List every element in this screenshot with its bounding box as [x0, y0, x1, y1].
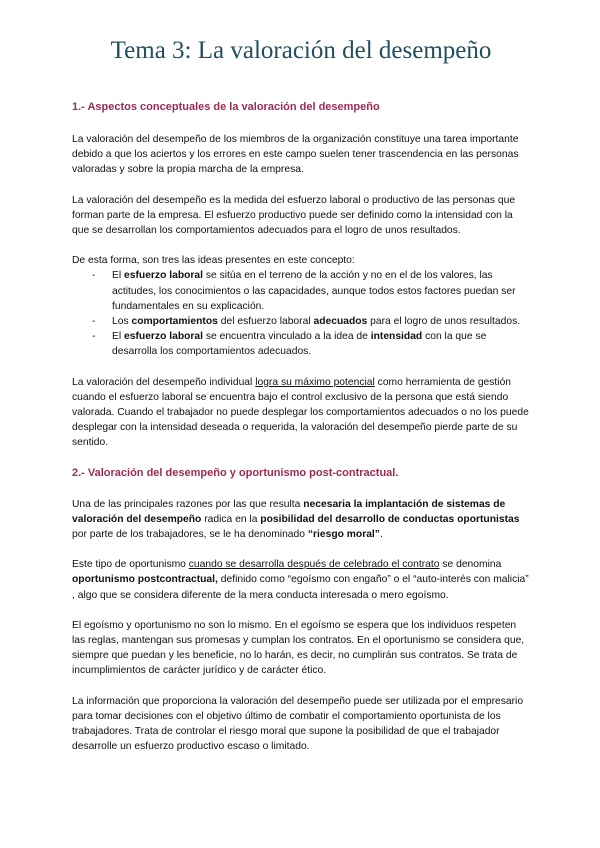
section-1-paragraph-2: La valoración del desempeño es la medida del esfuerzo laboral o productivo de las personas que forman parte de la empresa. El esfuerzo productivo puede ser definido como la intensidad con la que se desarrollan los comportamientos adecuados para el logro de unos resultados.	[72, 194, 516, 237]
section-1-paragraph-1: La valoración del desempeño de los miembros de la organización constituye una tarea importante debido a que los aciertos y los errores en este campo suelen tener trascendencia en las personas valoradas y sobre la propia marcha de la empresa.	[72, 134, 519, 176]
section-1-paragraph-4: La valoración del desempeño individual logra su máximo potencial como herramienta de gestión cuando el esfuerzo laboral se encuentra bajo el control exclusivo de la persona que está siendo valorada. Cuando el trabajador no puede desplegar los comportamientos adecuados o no los puede desplegar con la intensidad deseada o requerida, la valoración del desempeño pierde parte de su sentido.	[72, 376, 529, 449]
section-1-paragraph-3: De esta forma, son tres las ideas presentes en este concepto:	[72, 255, 355, 267]
concept-ideas-list	[72, 268, 530, 359]
section-2-paragraph-2: Este tipo de oportunismo cuando se desarrolla después de celebrado el contrato se denomina oportunismo postcontractual, definido como “egoísmo con engaño” o el “auto-interés con malicia” , algo que se considera diferente de la mera conducta interesada o mero egoísmo.	[72, 559, 529, 601]
list-item: - El esfuerzo laboral se encuentra vinculado a la idea de intensidad con la que se desarrolla los comportamientos adecuados.	[92, 329, 530, 359]
section-2-paragraph-3: El egoísmo y oportunismo no son lo mismo. En el egoísmo se espera que los individuos respeten las reglas, mantengan sus promesas y cumplan los contratos. En el oportunismo se considera que, siempre que puedan y les beneficie, no lo harán, es decir, no cumplirán sus contratos. Se trata de incumplimientos de carácter jurídico y de carácter ético.	[72, 619, 525, 677]
list-item: - El esfuerzo laboral se sitúa en el terreno de la acción y no en el de los valores, las actitudes, los conocimientos o las capacidades, aunque todos estos factores puedan ser fundamentales en su explicación.	[92, 268, 530, 314]
list-item: - Los comportamientos del esfuerzo laboral adecuados para el logro de unos resultados.	[92, 314, 530, 329]
section-2-heading: 2.- Valoración del desempeño y oportunismo post-contractual.	[72, 466, 399, 479]
page-title: Tema 3: La valoración del desempeño	[110, 37, 492, 64]
section-2-paragraph-4: La información que proporciona la valoración del desempeño puede ser utilizada por el empresario para tomar decisiones con el objetivo último de combatir el comportamiento oportunista de los trabajadores. Trata de controlar el riesgo moral que supone la posibilidad de que el trabajador desarrolle un esfuerzo productivo escaso o limitado.	[72, 695, 524, 753]
section-1-heading: 1.- Aspectos conceptuales de la valoración del desempeño	[72, 101, 380, 113]
section-2-paragraph-1: Una de las principales razones por las que resulta necesaria la implantación de sistemas de valoración del desempeño radica en la posibilidad del desarrollo de conductas oportunistas por parte de los trabajadores, se le ha denominado “riesgo moral”.	[72, 498, 520, 541]
